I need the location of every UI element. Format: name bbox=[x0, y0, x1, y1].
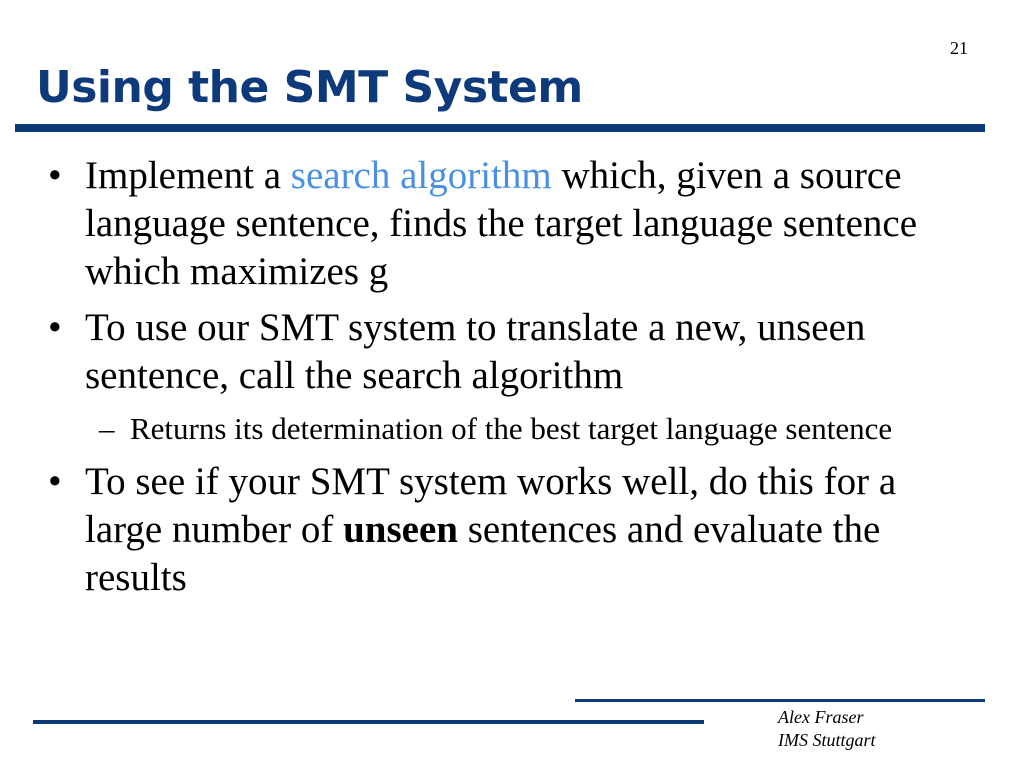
bullet-item-3 bbox=[48, 458, 968, 602]
slide-title: Using the SMT System bbox=[36, 62, 583, 113]
bullet-text-before: Implement a bbox=[85, 154, 291, 197]
bullet-icon: • bbox=[48, 306, 62, 349]
sub-bullet-text: Returns its determination of the best target language sentence bbox=[130, 411, 893, 446]
dash-icon: – bbox=[99, 411, 115, 446]
footer-author bbox=[778, 706, 876, 752]
author-affiliation: IMS Stuttgart bbox=[778, 730, 876, 750]
bullet-text: To use our SMT system to translate a new, unseen sentence, call the search algorithm bbox=[85, 306, 866, 397]
bullet-text-before: To see if your SMT system works well, do this for a large number of bbox=[85, 460, 897, 551]
bold-term: unseen bbox=[343, 508, 458, 551]
bullet-text-after: which, given a source language sentence, finds the target language sentence which maximizes g bbox=[85, 154, 918, 293]
bullet-item-1 bbox=[48, 152, 968, 296]
footer-rule-top bbox=[575, 699, 985, 702]
bullet-icon: • bbox=[48, 460, 62, 503]
sub-bullet-item bbox=[48, 407, 968, 450]
footer-rule-bottom bbox=[33, 720, 704, 724]
bullet-item-2 bbox=[48, 304, 968, 400]
title-rule bbox=[15, 124, 985, 132]
slide-content bbox=[48, 152, 968, 610]
slide-number: 21 bbox=[950, 38, 968, 58]
bullet-icon: • bbox=[48, 154, 62, 197]
author-name: Alex Fraser bbox=[778, 707, 864, 727]
highlighted-term: search algorithm bbox=[290, 154, 552, 197]
bullet-text-after: sentences and evaluate the results bbox=[85, 508, 881, 599]
